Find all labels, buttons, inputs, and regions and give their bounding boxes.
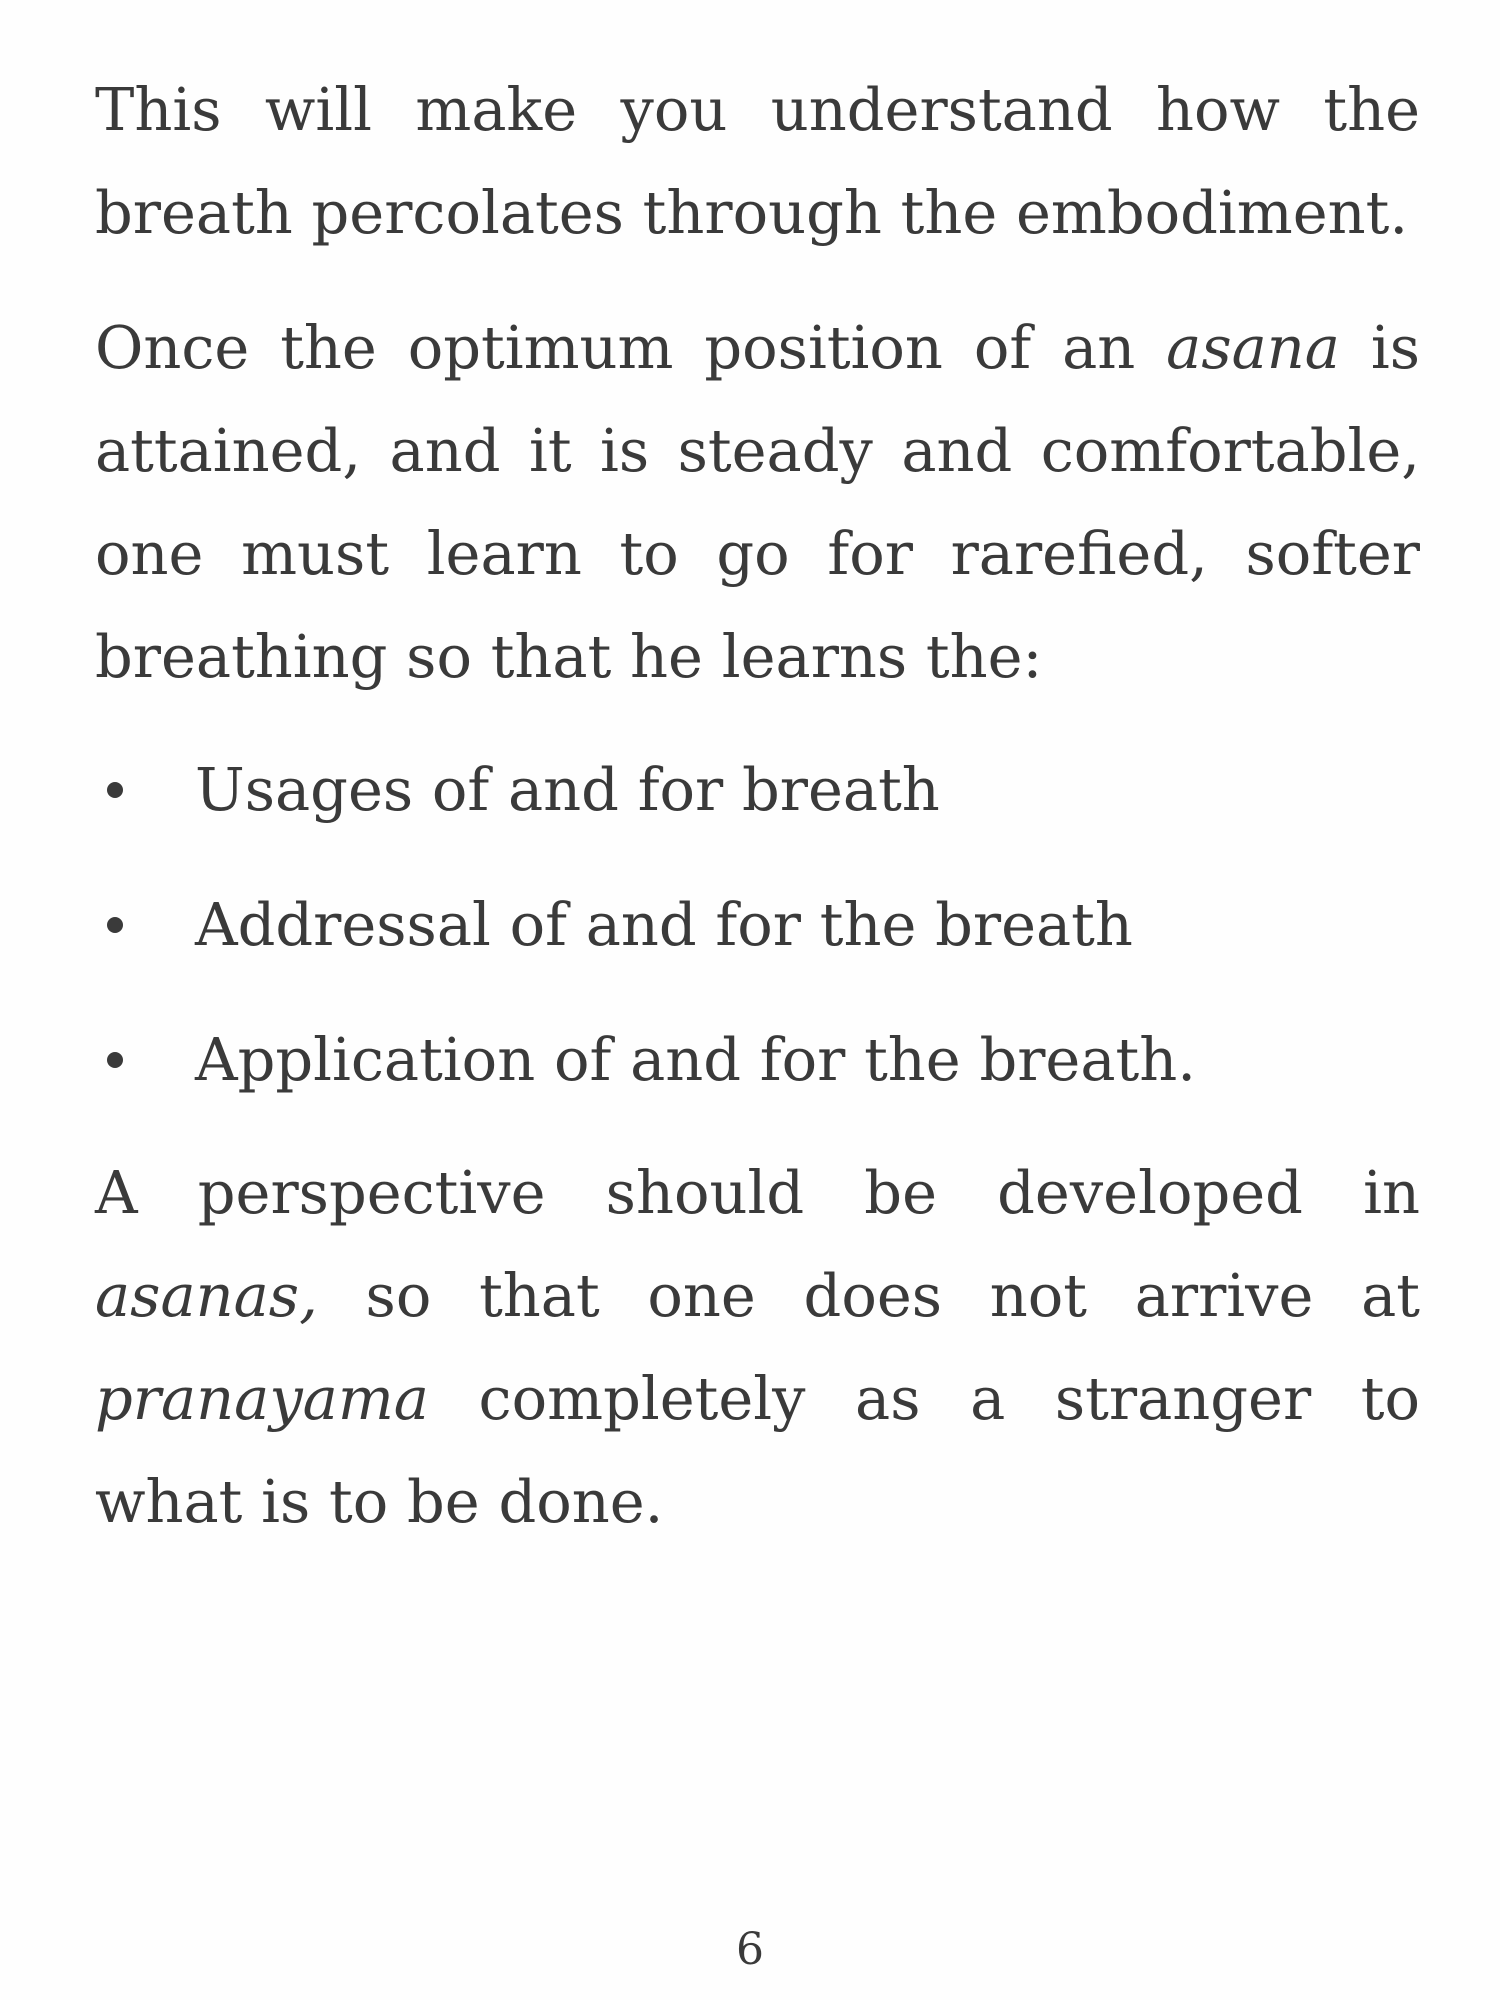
italic-term-pranayama: pranayama: [95, 1364, 429, 1433]
paragraph-text: This will make you understand how the breath percolates through the embodiment.: [95, 75, 1420, 247]
bullet-icon: [107, 1052, 123, 1068]
list-item: [95, 738, 1420, 873]
paragraph-perspective: [95, 1141, 1420, 1553]
bullet-list: [95, 738, 1420, 1143]
paragraph-text: is attained, and it is steady and comfortable, one must learn to go for rarefied, softer breathing so that he learns the:: [95, 313, 1420, 691]
list-item-text: Application of and for the breath.: [195, 1025, 1196, 1094]
list-item: [95, 1008, 1420, 1143]
paragraph-text: Once the optimum position of an: [95, 313, 1167, 382]
paragraph-optimum-position: [95, 296, 1420, 708]
italic-term-asana: asana: [1166, 313, 1340, 382]
paragraph-text: so that one does not arrive at: [317, 1261, 1420, 1330]
list-item: [95, 873, 1420, 1008]
paragraph-text: A perspective should be developed in: [95, 1158, 1420, 1227]
list-item-text: Addressal of and for the breath: [195, 890, 1133, 959]
bullet-icon: [107, 782, 123, 798]
paragraph-breath-percolates: [95, 58, 1420, 264]
page-number: 6: [736, 1924, 764, 1975]
paragraph-text: completely as a stranger to what is to be done.: [95, 1364, 1420, 1536]
italic-term-asanas: asanas,: [95, 1261, 318, 1330]
bullet-icon: [107, 917, 123, 933]
list-item-text: Usages of and for breath: [195, 755, 940, 824]
